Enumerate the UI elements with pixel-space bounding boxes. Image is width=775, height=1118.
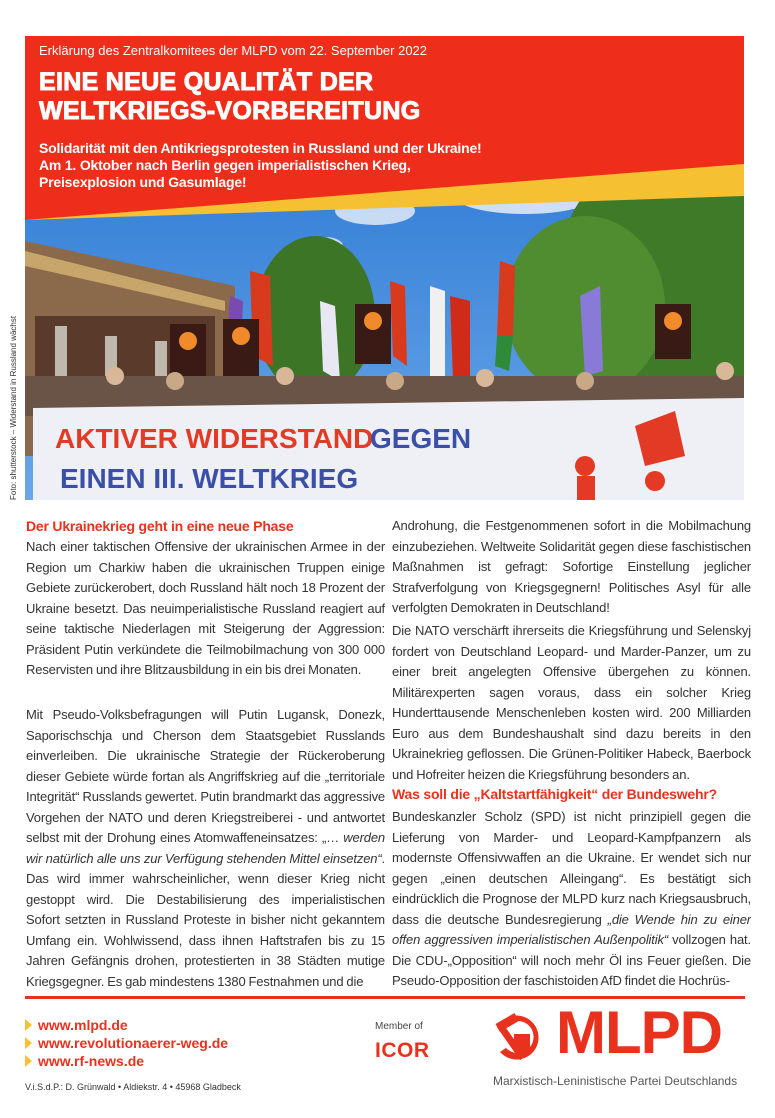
- hero-section: [25, 36, 744, 500]
- paragraph: [26, 705, 385, 910]
- link-text[interactable]: www.revolutionaerer-weg.de: [38, 1035, 229, 1051]
- paragraph-text: Bundeskanzler Scholz (SPD) ist nicht prinzipiell gegen die Lieferung von Marder- und Leopard-Kampfpanzern als modernste Offensivwaffen an die Ukraine. Er wendet sich nur gegen „einen deutschen Alleingang“. Es bestätigt sich eindrücklich die Prognose der MLPD kurz nach Kriegsausbruch, dass die deutsche Bundesregierung: [392, 809, 751, 927]
- header-kicker: Erklärung des Zentralkomitees der MLPD vom 22. September 2022: [39, 43, 428, 58]
- member-of-label: Member of: [375, 1021, 423, 1032]
- quote-text: „die Wende hin zu einer offen aggressiven imperialistischen Außenpolitik“: [392, 911, 751, 947]
- paragraph-text: Mit Pseudo-Volksbefragungen will Putin Lugansk, Donezk, Saporischschja und Cherson dem Staatsgebiet Russlands einverleiben. Die ukrainische Strategie der Rückeroberung dieser Gebiete würde fortan als Angriffskrieg auf die „territoriale Integrität“ Russlands gewertet. Putin brandmarkt das aggressive Vorgehen der NATO und deren Kriegstreiberei - und antwortet selbst mit der Drohung eines Atomwaffeneinsatzes: „…: [26, 707, 385, 845]
- paragraph: Die NATO verschärft ihrerseits die Kriegsführung und Selenskyj fordert von Deutschland Leopard- und Marder-Panzer, um zu einer breit angelegten Offensive übergehen zu können. Militärexperten sagen voraus, dass ein solcher Krieg Hunderttausende Menschenleben kosten wird. 200 Milliarden Euro aus dem Bundeshaushalt sind dazu bereits in den Ukrainekrieg geflossen. Die Grünen-Politiker Habeck, Baerbock und Hofreiter heizen die Kriegsführung besonders an.: [392, 623, 751, 782]
- paragraph-text: . Das wird immer wahrscheinlicher, wenn dieser Krieg nicht gestoppt wird. Die Destabilisierung des imperialistischen: [26, 850, 385, 907]
- mlpd-logo-text: MLPD: [556, 999, 722, 1066]
- subtitle: [39, 140, 482, 191]
- banner-text-line1-red: AKTIVER WIDERSTAND: [55, 423, 374, 454]
- subtitle-line-3: Preisexplosion und Gasumlage!: [39, 174, 247, 190]
- banner-text-line1-blue: GEGEN: [370, 423, 472, 454]
- paragraph: Sofort setzten in Russland Proteste in bisher nicht gekanntem Umfang ein. Wohlwissend, dass ihnen Haftstrafen bis zu 15 Jahren Gefängnis drohen, protestierten in 38 Städten mutige Kriegsgegner. Es gab mindestens 1380 Festnahmen und die: [26, 912, 385, 989]
- hammer-sickle-icon: [492, 1008, 548, 1064]
- link-revolutionaerer-weg[interactable]: [25, 1034, 228, 1052]
- section-heading-kaltstart: Was soll die „Kaltstartfähigkeit“ der Bundeswehr?: [392, 786, 717, 802]
- arrow-right-icon: [25, 1019, 32, 1031]
- page-title-line-2: WELTKRIEGS-VORBEREITUNG: [39, 97, 421, 125]
- link-text[interactable]: www.mlpd.de: [38, 1017, 128, 1033]
- arrow-right-icon: [25, 1055, 32, 1067]
- quote-text: werden wir natürlich alle uns zur Verfügung stehenden Mittel einsetzen“: [26, 830, 385, 866]
- link-mlpd[interactable]: [25, 1016, 228, 1034]
- paragraph: Nach einer taktischen Offensive der ukrainischen Armee in der Region um Charkiw haben die ukrainischen Truppen einige Gebiete zurückerobert, doch Russland hält noch 18 Prozent der Ukraine besetzt. Das neuimperialistische Russland reagiert auf seine taktische Niederlagen mit Steigerung der Aggression: Präsident Putin verkündete die Teilmobilmachung von 300 000 Reservisten und ihre Blitzausbildung in ein bis drei Monaten.: [26, 539, 385, 677]
- icor-logo: ICOR: [375, 1039, 430, 1062]
- subtitle-line-1: Solidarität mit den Antikriegsprotesten in Russland und der Ukraine!: [39, 140, 482, 156]
- subtitle-line-2: Am 1. Oktober nach Berlin gegen imperialistischen Krieg,: [39, 157, 411, 173]
- photo-caption: Foto: shutterstock – Widerstand in Russland wächst: [9, 315, 18, 500]
- paragraph: Androhung, die Festgenommenen sofort in die Mobilmachung einzubeziehen. Weltweite Solidarität gegen diese faschistischen Maßnahmen ist gefragt: Sofortige Einstellung jeglicher Strafverfolgung von Kriegsgegnern! Politisches Asyl für alle verfolgten Demokraten in Deutschland!: [392, 518, 751, 615]
- banner-text-line2: EINEN III. WELTKRIEG: [60, 463, 359, 494]
- link-text[interactable]: www.rf-news.de: [38, 1053, 145, 1069]
- paragraph: [392, 807, 751, 993]
- arrow-right-icon: [25, 1037, 32, 1049]
- paragraph-text: vollzogen hat. Die CDU-„Opposition“ will noch mehr Öl ins Feuer gießen. Die Pseudo-Opposition der faschistoiden AfD findet die Hochrüs-: [392, 932, 751, 988]
- imprint: V.i.S.d.P.: D. Grünwald • Aldiekstr. 4 • 45968 Gladbeck: [25, 1082, 241, 1092]
- link-rf-news[interactable]: [25, 1052, 228, 1070]
- party-tagline: Marxistisch-Leninistische Partei Deutschlands: [493, 1074, 738, 1088]
- page-title-line-1: EINE NEUE QUALITÄT DER: [39, 68, 374, 96]
- section-heading-ukrainekrieg: Der Ukrainekrieg geht in eine neue Phase: [26, 518, 294, 534]
- page-title: [39, 68, 420, 126]
- footer-links: [25, 1016, 228, 1070]
